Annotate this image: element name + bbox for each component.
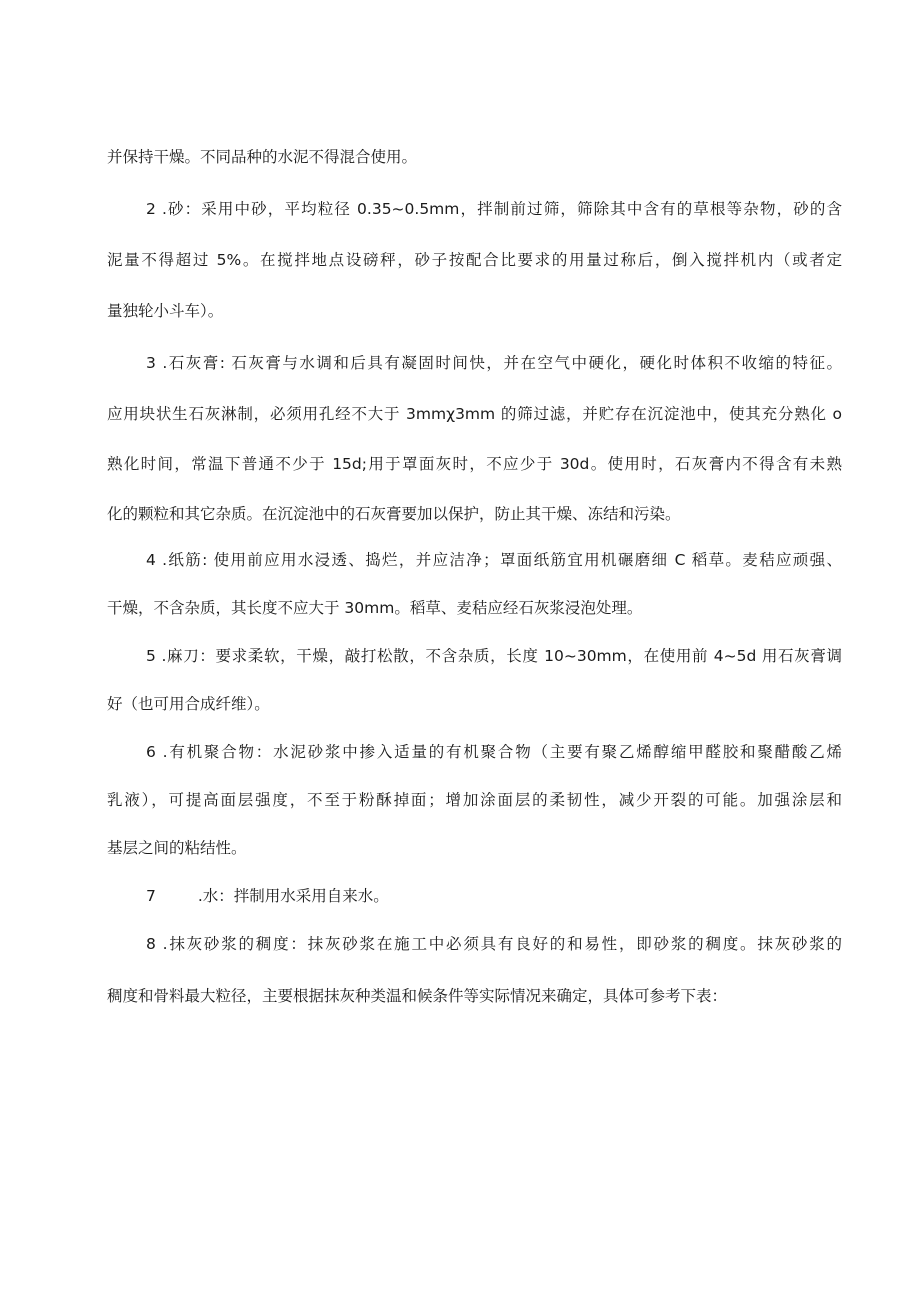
item-number: 6 (146, 743, 156, 761)
paragraph-line: 并保持干燥。不同品种的水泥不得混合使用。 (107, 148, 418, 166)
item-2-line-2: 泥量不得超过 5%。在搅拌地点设磅秤，砂子按配合比要求的用量过称后，倒入搅拌机内（或者定 (107, 251, 842, 269)
item-5-line-1 (146, 646, 842, 666)
item-text: .有机聚合物：水泥砂浆中掺入适量的有机聚合物（主要有聚乙烯醇缩甲醛胶和聚醋酸乙烯 (162, 743, 842, 761)
item-2-line-3: 量独轮小斗车）。 (107, 302, 224, 320)
item-3-line-1 (146, 353, 842, 373)
item-number: 3 (146, 354, 156, 372)
item-3-line-3: 熟化时间，常温下普通不少于 15d;用于罩面灰时，不应少于 30d。使用时，石灰膏内不得含有未熟 (107, 455, 842, 473)
item-8-line-2: 稠度和骨料最大粒径，主要根据抹灰种类温和候条件等实际情况来确定，具体可参考下表： (107, 987, 728, 1005)
item-text: .纸筋: 使用前应用水浸透、捣烂，并应洁净；罩面纸筋宜用机碾磨细 C 稻草。麦秸应顽强、 (162, 551, 842, 569)
item-5-line-2: 好（也可用合成纤维）。 (107, 695, 270, 713)
item-6-line-3: 基层之间的粘结性。 (107, 839, 247, 857)
item-6-line-1 (146, 742, 842, 762)
item-text: .石灰膏: 石灰膏与水调和后具有凝固时间快，并在空气中硬化，硬化时体积不收缩的特征。 (162, 354, 842, 372)
item-number: 4 (146, 551, 156, 569)
item-text: .水：拌制用水采用自来水。 (197, 887, 389, 905)
item-7-line-1 (146, 886, 842, 906)
item-text: .砂：采用中砂，平均粒径 0.35~0.5mm，拌制前过筛，筛除其中含有的草根等杂物，砂的含 (161, 200, 842, 218)
item-4-line-2: 干燥，不含杂质，其长度不应大于 30mm。稻草、麦秸应经石灰浆浸泡处理。 (107, 599, 643, 617)
item-text: .抹灰砂浆的稠度：抹灰砂浆在施工中必须具有良好的和易性，即砂浆的稠度。抹灰砂浆的 (162, 935, 842, 953)
item-3-line-4: 化的颗粒和其它杂质。在沉淀池中的石灰膏要加以保护，防止其干燥、冻结和污染。 (107, 505, 681, 523)
item-number: 2 (146, 200, 156, 218)
item-number: 5 (146, 647, 156, 665)
item-6-line-2: 乳液），可提高面层强度，不至于粉酥掉面；增加涂面层的柔韧性，减少开裂的可能。加强涂层和 (107, 791, 842, 809)
item-8-line-1 (146, 934, 842, 954)
item-number: 8 (146, 935, 156, 953)
item-2-line-1 (146, 199, 842, 219)
item-4-line-1 (146, 550, 842, 570)
item-number: 7 (146, 887, 156, 905)
item-3-line-2: 应用块状生石灰淋制，必须用孔经不大于 3mmχ3mm 的筛过滤，并贮存在沉淀池中，使其充分熟化 o (107, 405, 842, 423)
item-text: .麻刀：要求柔软，干燥，敲打松散，不含杂质，长度 10~30mm，在使用前 4~5d 用石灰膏调 (161, 647, 842, 665)
